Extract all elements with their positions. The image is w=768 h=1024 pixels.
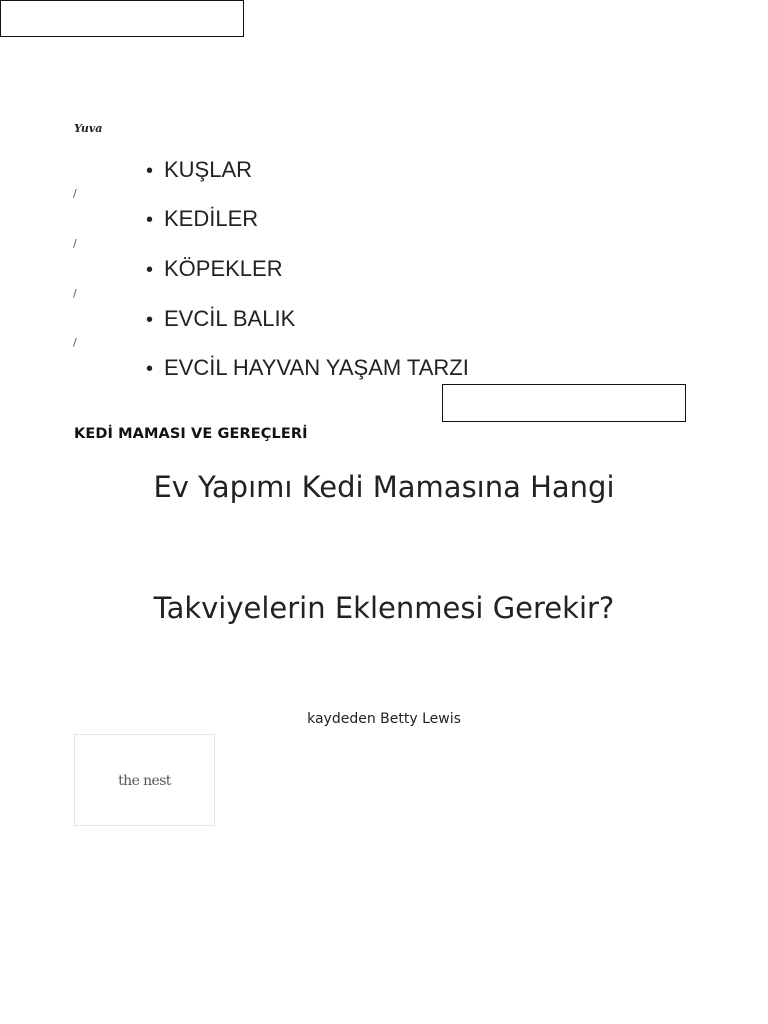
breadcrumb-separator: / bbox=[73, 336, 77, 349]
nav-item-dogs[interactable] bbox=[146, 256, 283, 282]
publisher-logo-text: the nest bbox=[118, 773, 171, 789]
top-placeholder-box bbox=[0, 0, 244, 37]
publisher-logo[interactable] bbox=[74, 734, 215, 826]
breadcrumb-separator: / bbox=[73, 287, 77, 300]
nav-item-cats[interactable] bbox=[146, 206, 258, 232]
breadcrumb-separator: / bbox=[73, 187, 77, 200]
nav-item-label: EVCİL HAYVAN YAŞAM TARZI bbox=[164, 355, 469, 380]
nav-item-birds[interactable] bbox=[146, 157, 252, 183]
nav-item-pet-lifestyle[interactable] bbox=[146, 355, 469, 381]
breadcrumb-separator: / bbox=[73, 237, 77, 250]
nav-item-label: KUŞLAR bbox=[164, 157, 253, 182]
nav-item-label: KÖPEKLER bbox=[164, 256, 283, 281]
article-category-link[interactable]: KEDİ MAMASI VE GEREÇLERİ bbox=[74, 426, 308, 442]
article-title-line-1: Ev Yapımı Kedi Mamasına Hangi bbox=[153, 470, 615, 504]
mid-placeholder-box bbox=[442, 384, 686, 422]
bullet-icon: • bbox=[146, 358, 154, 380]
bullet-icon: • bbox=[146, 259, 154, 281]
article-byline: kaydeden Betty Lewis bbox=[307, 711, 461, 727]
article-title-line-2: Takviyelerin Eklenmesi Gerekir? bbox=[153, 591, 615, 625]
bullet-icon: • bbox=[146, 160, 154, 182]
nav-item-pet-fish[interactable] bbox=[146, 306, 295, 332]
nav-item-label: EVCİL BALIK bbox=[164, 306, 296, 331]
breadcrumb-home-link[interactable]: Yuva bbox=[74, 122, 103, 135]
bullet-icon: • bbox=[146, 209, 154, 231]
bullet-icon: • bbox=[146, 309, 154, 331]
nav-item-label: KEDİLER bbox=[164, 206, 259, 231]
